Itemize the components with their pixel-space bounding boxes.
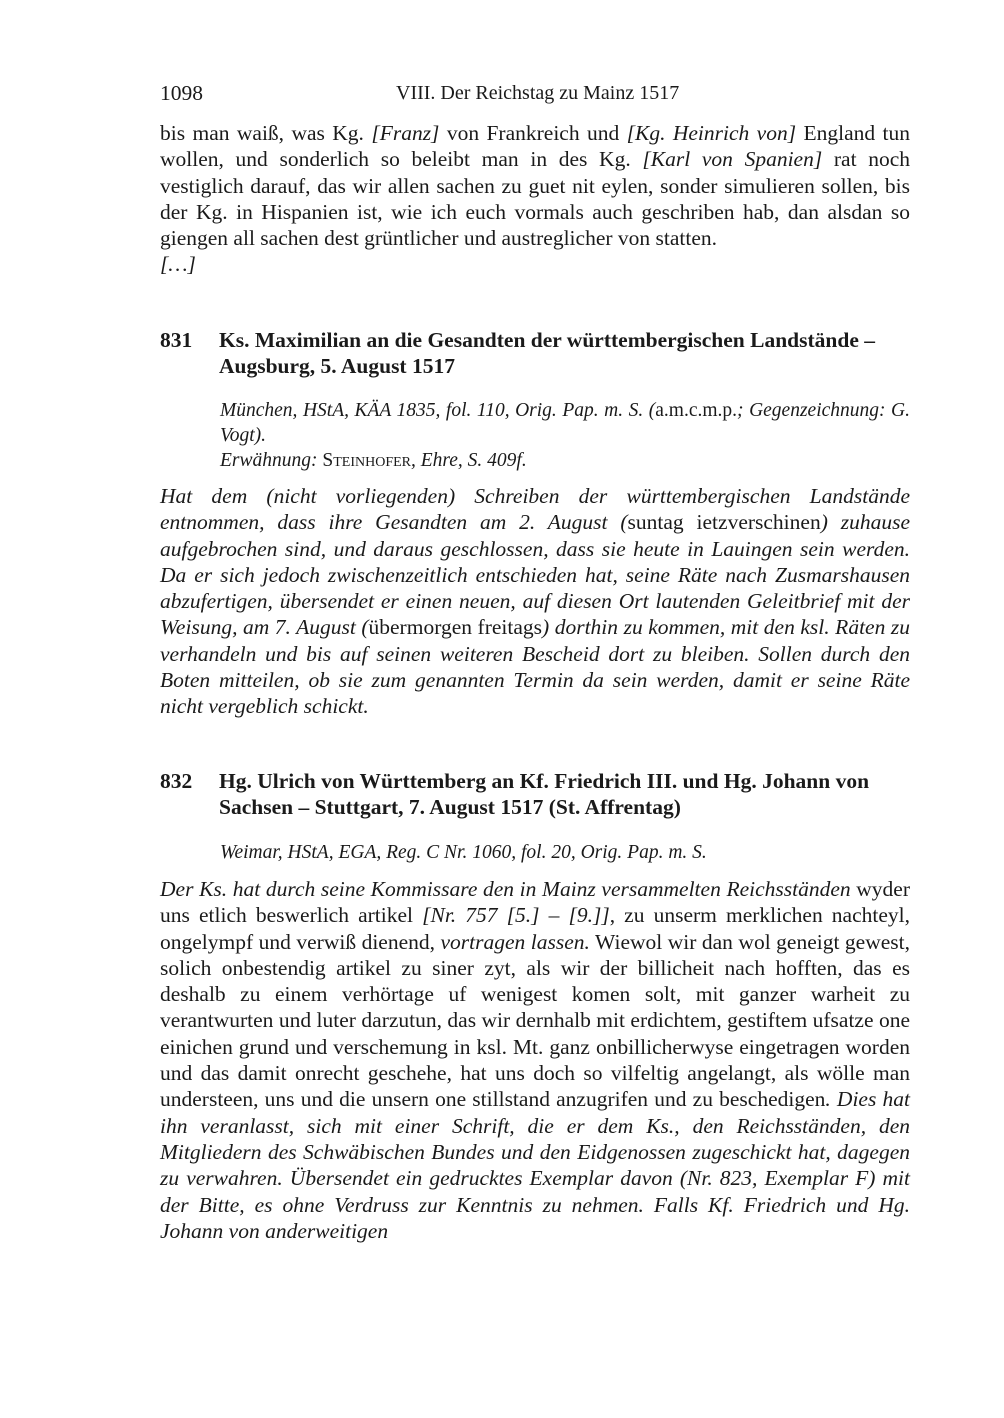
page-header xyxy=(160,80,910,106)
doc-831-regest: Hat dem (nicht vorliegenden) Schreiben der württembergischen Landstände entnommen, dass ihre Gesandten am 2. August (suntag ietzverschinen) zuhause aufgebrochen sind, und daraus geschlossen, dass sie heute in Lauingen sein werden. Da er sich jedoch zwischenzeitlich entschieden hat, seine Räte nach Zusmarshausen abzufertigen, übersendet er einen neuen, auf diesen Ort lautenden Geleitbrief mit der Weisung, am 7. August (übermorgen freitags) dorthin zu kommen, mit den ksl. Räten zu verhandeln und bis auf seinen weiteren Bescheid dort zu bleiben. Sollen durch den Boten mitteilen, ob sie zum genannten Termin da sein werden, damit er seine Räte nicht vergeblich schickt. xyxy=(160,484,911,719)
doc-831-source: München, HStA, KÄA 1835, fol. 110, Orig. Pap. m. S. (a.m.c.m.p.; Gegenzeichnung: G. Vogt). Erwähnung: Steinhofer, Ehre, S. 409f. xyxy=(220,400,910,471)
doc-832-source: Weimar, HStA, EGA, Reg. C Nr. 1060, fol. 20, Orig. Pap. m. S. xyxy=(220,842,707,863)
ellipsis: […] xyxy=(160,252,196,277)
page-number: 1098 xyxy=(160,81,203,105)
doc-831-title: Ks. Maximilian an die Gesandten der württembergischen Landstände – Augsburg, 5. August 1517 xyxy=(219,328,875,378)
doc-831-mention: Erwähnung: Steinhofer, Ehre, S. 409f. xyxy=(220,450,527,471)
doc-832-regest: Der Ks. hat durch seine Kommissare den in Mainz versammelten Reichsständen wyder uns etlich beswerlich artikel [Nr. 757 [5.] – [9.]], zu unserm merklichen nachteyl, ongelympf und verwiß dienend, vortragen lassen. Wiewol wir dan wol geneigt gewest, solich onbestendig artikel zu siner zyt, als wir der billicheit nach hofften, das es deshalb zu einem verhörtage uf wenigest komen solt, mit ganzer warheit zu verantwurten und luter darzutun, das wir dernhalb mit erdichtem, gestiftem ufsatze one einichen grund und verschemung in ksl. Mt. ganz onbillicherwyse eingetragen worden und das damit onrecht geschehe, hat uns doch so vilfeltig angelangt, als wölle man understeen, uns und die unsern one stillstand anzugrifen und zu beschedigen. Dies hat ihn veranlasst, sich mit einer Schrift, die er dem Ks., den Reichsständen, den Mitgliedern des Schwäbischen Bundes und den Eidgenossen zugeschickt hat, dagegen zu verwahren. Übersendet ein gedrucktes Exemplar davon (Nr. 823, Exemplar F) mit der Bitte, es ohne Verdruss zur Kenntnis zu nehmen. Falls Kf. Friedrich und Hg. Johann von anderweitigen xyxy=(160,877,911,1243)
doc-831-number: 831 xyxy=(160,328,193,352)
doc-832-number: 832 xyxy=(160,769,193,793)
doc-832-heading xyxy=(160,768,910,820)
continuation-paragraph: bis man waiß, was Kg. [Franz] von Frankreich und [Kg. Heinrich von] England tun wollen, und sonderlich so beleibt man in des Kg. [Karl von Spanien] rat noch vestiglich darauf, das wir allen sachen zu guet nit eylen, sonder simulieren sollen, bis der Kg. in Hispanien ist, wie ich euch vormals auch geschriben hab, dan alsdan so giengen all sachen dest grüntlicher und austreglicher von statten. […] xyxy=(160,121,911,277)
doc-831-heading xyxy=(160,327,910,379)
doc-832-title: Hg. Ulrich von Württemberg an Kf. Friedrich III. und Hg. Johann von Sachsen – Stuttgart, 7. August 1517 (St. Affrentag) xyxy=(219,769,870,819)
running-head: VIII. Der Reichstag zu Mainz 1517 xyxy=(396,82,680,104)
